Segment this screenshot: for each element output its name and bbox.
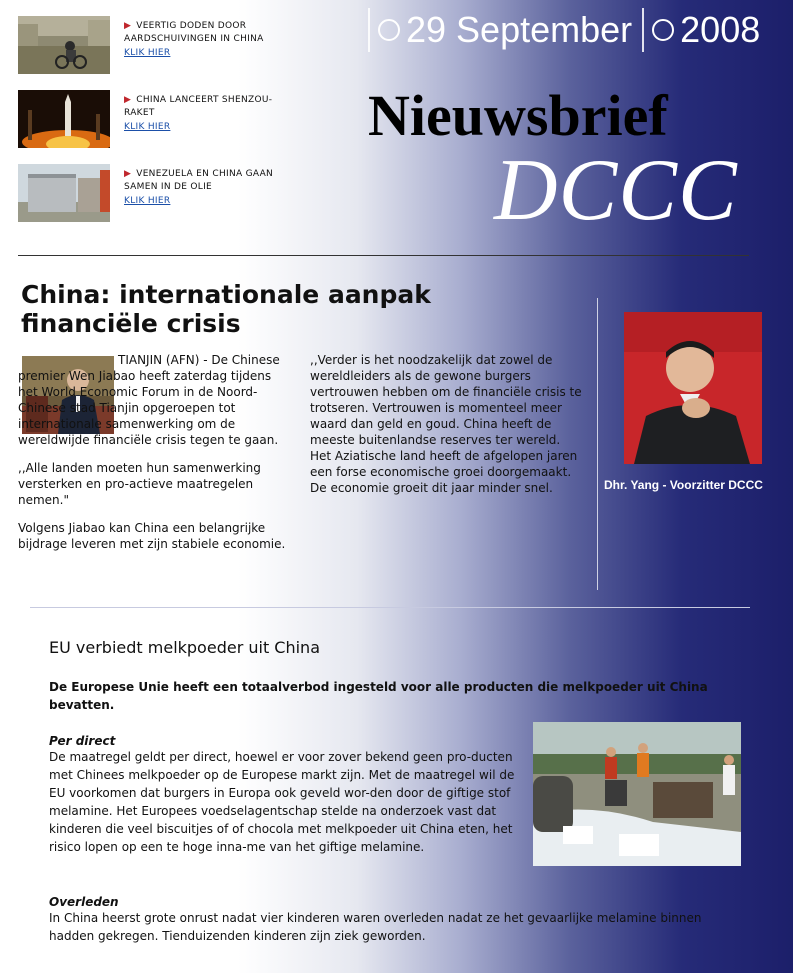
news-link[interactable]: KLIK HIER: [124, 48, 171, 58]
photo-caption: Dhr. Yang - Voorzitter DCCC: [604, 478, 763, 492]
arrow-right-icon: ▶: [124, 21, 132, 31]
news-text: [124, 94, 274, 134]
article-headline: China: internationale aanpak financiële crisis: [21, 280, 431, 338]
news-item: [18, 16, 278, 78]
date-day: 29 September: [406, 9, 633, 50]
milk-powder-photo: [533, 722, 741, 866]
article-lead: De Europese Unie heeft een totaalverbod ingesteld voor alle producten die melkpoeder uit China bevatten.: [49, 680, 708, 712]
news-thumb-flood: [18, 16, 110, 74]
divider: [30, 607, 750, 608]
article-quote: ,,Alle landen moeten hun samenwerking versterken en pro-actieve maatregelen nemen.": [18, 461, 261, 507]
news-item: [18, 90, 278, 152]
news-item: [18, 164, 278, 226]
newsletter-subtitle: DCCC: [494, 142, 738, 239]
news-text: [124, 168, 274, 208]
newsletter-title: Nieuwsbrief: [368, 83, 668, 148]
article-paragraph: Volgens Jiabao kan China een belangrijke bijdrage leveren met zijn stabiele economie.: [18, 521, 286, 551]
article-section: [49, 734, 525, 856]
divider: [642, 8, 644, 52]
section-heading: Per direct: [49, 734, 116, 748]
section-body: In China heerst grote onrust nadat vier kinderen waren overleden nadat ze het gevaarlijke melamine binnen hadden gekregen. Tienduizenden kinderen zijn ziek geworden.: [49, 911, 702, 943]
chairman-photo: [624, 312, 762, 464]
article-column-right: [310, 352, 582, 508]
date-year: 2008: [680, 9, 761, 50]
arrow-right-icon: ▶: [124, 95, 132, 105]
column-divider: [597, 298, 598, 590]
news-title: CHINA LANCEERT SHENZOU-RAKET: [124, 95, 273, 118]
divider: [18, 255, 749, 256]
news-link[interactable]: KLIK HIER: [124, 122, 171, 132]
news-text: [124, 20, 274, 60]
section-heading: Overleden: [49, 895, 119, 909]
section-body: De maatregel geldt per direct, hoewel er voor zover bekend geen pro-ducten met Chinees melkpoeder op de Europese markt zijn. Met de maatregel wil de EU voorkomen dat burgers in Europa ook geveld wor-den door de giftige stof melamine. Het Europees voedselagentschap stelde na onderzoek vast dat kinderen die veel biscuitjes of of chocola met melkpoeder uit China eten, het risico lopen op een te hoge inna-me van het giftige melamine.: [49, 750, 515, 854]
arrow-right-icon: ▶: [124, 169, 132, 179]
divider: [368, 8, 370, 52]
article-title: EU verbiedt melkpoeder uit China: [49, 638, 320, 657]
circle-icon: [378, 19, 400, 41]
news-thumb-oil: [18, 164, 110, 222]
news-title: VEERTIG DODEN DOOR AARDSCHUIVINGEN IN CHINA: [124, 21, 264, 44]
date-bar: [368, 8, 760, 52]
article-paragraph: ,,Verder is het noodzakelijk dat zowel de wereldleiders als de gewone burgers vertrouwen hebben om de financiële crisis te trotseren. Vertrouwen is momenteel meer waard dan geld en goud. China heeft de meeste buitenlandse reserves ter wereld. Het Aziatische land heeft de afgelopen jaren een forse economische groei doorgemaakt. De economie groeit dit jaar minder snel.: [310, 353, 582, 495]
circle-icon: [652, 19, 674, 41]
article-column-left: [18, 352, 288, 564]
news-link[interactable]: KLIK HIER: [124, 196, 171, 206]
article-paragraph: TIANJIN (AFN) - De Chinese premier Wen Jiabao heeft zaterdag tijdens het World Economic Forum in de Noord-Chinese stad Tianjin opgeroepen tot internationale samenwerking om de wereldwijde financiële crisis tegen te gaan.: [18, 353, 280, 447]
news-title: VENEZUELA EN CHINA GAAN SAMEN IN DE OLIE: [124, 169, 274, 192]
news-thumb-rocket: [18, 90, 110, 148]
article-section: [49, 895, 739, 945]
